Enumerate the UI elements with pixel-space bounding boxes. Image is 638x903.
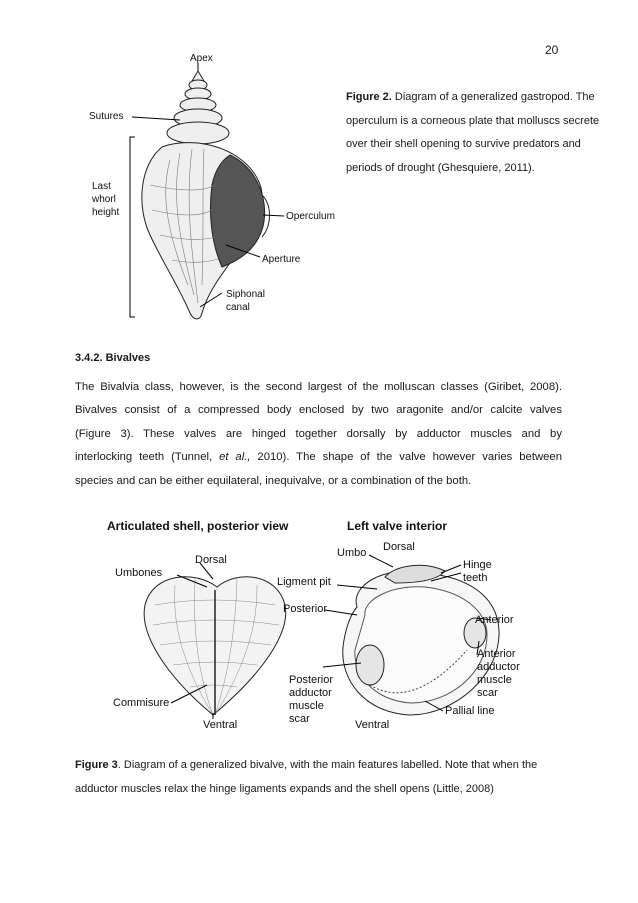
label-ant-add-2: adductor [477,661,520,673]
paragraph-line-part: interlocking teeth (Tunnel, [75,451,220,464]
label-commisure: Commisure [113,697,170,709]
title-left-valve-interior: Left valve interior [347,519,448,533]
figure-2-label: Figure 2. [346,91,392,103]
label-ant-add-1: Anterior [477,648,516,660]
gastropod-diagram [80,45,350,330]
figure-2-text: Diagram of a generalized gastropod. The operculum is a corneous plate that molluscs secrete over their shell opening to survive predators and periods of drought (Ghesquiere, 2011). [346,91,600,174]
paragraph-line-part: 2010). The shape of the valve however varies between [250,451,562,464]
label-anterior: Anterior [475,614,514,626]
label-aperture: Aperture [262,254,301,265]
articulated-shell-illustration [144,577,286,715]
label-pallial-line: Pallial line [445,705,495,717]
label-ant-add-4: scar [477,687,498,699]
label-ant-add-3: muscle [477,674,512,686]
label-hinge-2: teeth [463,572,488,584]
title-articulated-shell: Articulated shell, posterior view [107,519,289,533]
page-number: 20 [545,43,559,57]
figure-3-label: Figure 3 [75,759,118,771]
label-post-add-1: Posterior [289,674,334,686]
paragraph-emphasis: et al., [219,451,251,464]
section-heading: 3.4.2. Bivalves [75,352,151,364]
label-posterior: Posterior [283,603,328,615]
label-post-add-2: adductor [289,687,332,699]
paragraph-line [75,446,562,469]
label-umbo: Umbo [337,547,367,559]
label-ligment-pit: Ligment pit [277,576,331,588]
label-dorsal-left: Dorsal [195,554,227,566]
label-last-whorl-1: Last [92,181,111,192]
label-last-whorl-3: height [92,207,120,218]
label-umbones: Umbones [115,567,163,579]
label-operculum: Operculum [286,211,335,222]
figure-3-caption [75,754,575,801]
label-post-add-3: muscle [289,700,324,712]
label-sutures: Sutures [89,111,124,122]
label-post-add-4: scar [289,713,310,725]
paragraph-line: (Figure 3). These valves are hinged together dorsally by adductor muscles and by [75,427,562,440]
label-siphonal-2: canal [226,302,250,313]
label-ventral-right: Ventral [355,719,390,731]
label-ventral-left: Ventral [203,719,238,731]
body-paragraph [75,376,562,493]
paragraph-line: species and can be either equilateral, inequivalve, or a combination of the both. [75,474,472,487]
label-hinge-1: Hinge [463,559,492,571]
gastropod-shell-illustration [142,71,270,319]
paragraph-line: The Bivalvia class, however, is the second largest of the molluscan classes (Giribet, 2008). [75,381,562,393]
label-last-whorl-2: whorl [92,194,116,205]
label-dorsal-right: Dorsal [383,541,415,553]
paragraph-line: Bivalves consist of a compressed body enclosed by two aragonite and/or calcite valves [75,404,562,417]
bivalve-diagram [95,515,525,735]
label-siphonal-1: Siphonal [226,289,265,300]
figure-3-text: . Diagram of a generalized bivalve, with the main features labelled. Note that when the adductor muscles relax the hinge ligaments expands and the shell opens (Little, 2008) [75,759,538,795]
figure-2-caption [346,86,608,180]
label-apex: Apex [190,53,213,64]
